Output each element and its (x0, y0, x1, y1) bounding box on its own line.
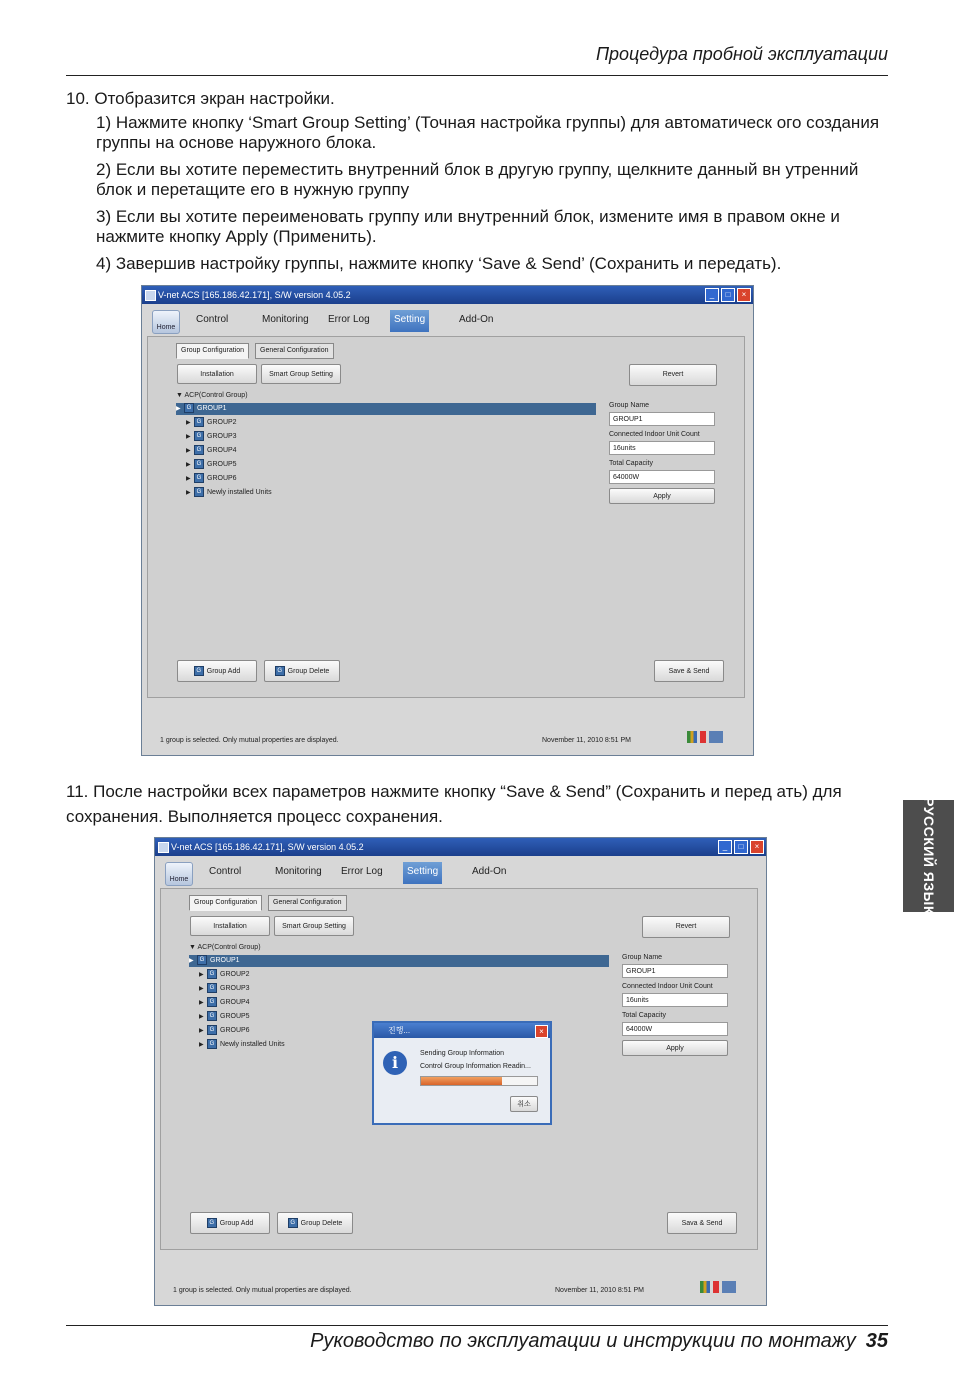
nav-setting[interactable]: Setting (403, 862, 442, 884)
main-nav (146, 308, 749, 334)
step-10-item-1: 1) Нажмите кнопку ‘Smart Group Setting’ (Точная настройка группы) для автоматическ ого создания группы на основе наружного блока. (96, 113, 880, 152)
app-icon (145, 290, 156, 301)
group-icon: G (194, 487, 204, 497)
dialog-line-1: Sending Group Information (420, 1050, 505, 1057)
status-text: 1 group is selected. Only mutual properties are displayed. (173, 1287, 352, 1294)
nav-error-log[interactable]: Error Log (341, 866, 383, 877)
minimize-icon[interactable]: _ (705, 288, 719, 302)
tree-item-group5[interactable]: ▶ G GROUP5 (199, 1013, 250, 1020)
dialog-line-2: Control Group Information Readin... (420, 1063, 531, 1070)
dialog-title: 진행... (388, 1026, 411, 1035)
page-header-title: Процедура пробной эксплуатации (595, 44, 888, 64)
group-icon: G (184, 403, 194, 413)
group-name-input[interactable]: GROUP1 (622, 964, 728, 978)
step-10-intro: 10. Отобразится экран настройки. (66, 89, 335, 108)
nav-error-log[interactable]: Error Log (328, 314, 370, 325)
group-icon: G (194, 459, 204, 469)
installation-button[interactable]: Installation (177, 364, 257, 384)
tree-item-group5[interactable]: ▶ G GROUP5 (186, 461, 237, 468)
group-add-button[interactable]: G Group Add (177, 660, 257, 682)
close-icon[interactable]: × (737, 288, 751, 302)
nav-setting[interactable]: Setting (390, 310, 429, 332)
close-icon[interactable]: × (750, 840, 764, 854)
tree-root[interactable]: ▼ ACP(Control Group) (189, 944, 261, 951)
group-icon: G (207, 1011, 217, 1021)
status-datetime: November 11, 2010 8:51 PM (542, 737, 631, 744)
tab-group-configuration[interactable]: Group Configuration (176, 343, 249, 359)
status-text: 1 group is selected. Only mutual properties are displayed. (160, 737, 339, 744)
tree-item-group2[interactable]: ▶ G GROUP2 (199, 971, 250, 978)
group-icon: G (194, 417, 204, 427)
progress-dialog (372, 1021, 552, 1125)
group-name-label: Group Name (622, 954, 663, 961)
home-button[interactable]: Home (152, 310, 180, 334)
network-icon (709, 731, 723, 743)
title-bar (142, 286, 753, 304)
language-label: РУССКИЙ ЯЗЫК (920, 797, 937, 915)
group-icon: G (207, 997, 217, 1007)
window-title: V-net ACS [165.186.42.171], S/W version 4.05.2 (171, 842, 364, 852)
group-icon: G (194, 431, 204, 441)
group-icon: G (207, 983, 217, 993)
group-icon: G (197, 955, 207, 965)
group-add-button[interactable]: G Group Add (190, 1212, 270, 1234)
revert-button[interactable]: Revert (629, 364, 717, 386)
tree-item-group6[interactable]: ▶ G GROUP6 (186, 475, 237, 482)
window-title: V-net ACS [165.186.42.171], S/W version 4.05.2 (158, 290, 351, 300)
step-10-item-4: 4) Завершив настройку группы, нажмите кнопку ‘Save & Send’ (Сохранить и передать). (96, 254, 782, 273)
group-delete-button[interactable]: G Group Delete (264, 660, 340, 682)
nav-add-on[interactable]: Add-On (459, 314, 494, 325)
apply-button[interactable]: Apply (609, 488, 715, 504)
tree-item-newly-installed[interactable]: ▶ G Newly installed Units (199, 1041, 285, 1048)
alert-icon (713, 1281, 719, 1293)
alert-icon (700, 731, 706, 743)
group-icon: G (207, 969, 217, 979)
revert-button[interactable]: Revert (642, 916, 730, 938)
page-footer (310, 1330, 888, 1353)
group-icon: G (194, 666, 204, 676)
cancel-button[interactable]: 취소 (510, 1096, 538, 1112)
tree-item-group1[interactable]: ▶ G GROUP1 (176, 403, 596, 415)
indoor-count-label: Connected Indoor Unit Count (609, 431, 700, 438)
language-side-tab (903, 797, 954, 915)
minimize-icon[interactable]: _ (718, 840, 732, 854)
tree-item-group1[interactable]: ▶ G GROUP1 (189, 955, 609, 967)
footer-rule (66, 1325, 888, 1326)
group-name-label: Group Name (609, 402, 650, 409)
group-icon: G (288, 1218, 298, 1228)
progress-bar-fill (421, 1077, 502, 1085)
nav-control[interactable]: Control (209, 866, 242, 877)
save-send-button[interactable]: Sava & Send (667, 1212, 737, 1234)
header-rule (66, 75, 888, 76)
group-icon: G (194, 445, 204, 455)
group-name-input[interactable]: GROUP1 (609, 412, 715, 426)
nav-monitoring[interactable]: Monitoring (275, 866, 322, 877)
capacity-field: 64000W (622, 1022, 728, 1036)
nav-control[interactable]: Control (196, 314, 229, 325)
tray-icons (687, 731, 723, 743)
tree-item-newly-installed[interactable]: ▶ G Newly installed Units (186, 489, 272, 496)
settings-panel (147, 336, 745, 698)
indoor-count-field: 16units (622, 993, 728, 1007)
group-icon: G (194, 473, 204, 483)
tab-group-configuration[interactable]: Group Configuration (189, 895, 262, 911)
bars-icon (700, 1281, 710, 1293)
smart-group-setting-button[interactable]: Smart Group Setting (274, 916, 354, 936)
smart-group-setting-button[interactable]: Smart Group Setting (261, 364, 341, 384)
home-button[interactable]: Home (165, 862, 193, 886)
group-icon: G (207, 1039, 217, 1049)
tree-item-group4[interactable]: ▶ G GROUP4 (186, 447, 237, 454)
step-10-item-2: 2) Если вы хотите переместить внутренний блок в другую группу, щелкните данный вн утренний блок и перетащите его в нужную группу (96, 160, 859, 199)
dialog-title-bar (374, 1023, 550, 1038)
app-window-2 (154, 837, 767, 1306)
nav-add-on[interactable]: Add-On (472, 866, 507, 877)
tab-general-configuration[interactable]: General Configuration (268, 895, 347, 911)
maximize-icon[interactable]: □ (721, 288, 735, 302)
page-number: 35 (865, 1330, 888, 1352)
title-bar (155, 838, 766, 856)
step-10-item-3: 3) Если вы хотите переименовать группу или внутренний блок, измените имя в правом окне и нажмите кнопку Apply (Применить). (96, 207, 840, 246)
tree-root[interactable]: ▼ ACP(Control Group) (176, 392, 248, 399)
indoor-count-field: 16units (609, 441, 715, 455)
dialog-close-icon[interactable]: × (535, 1025, 548, 1038)
capacity-field: 64000W (609, 470, 715, 484)
capacity-label: Total Capacity (609, 460, 653, 467)
tree-item-group6[interactable]: ▶ G GROUP6 (199, 1027, 250, 1034)
group-icon: G (275, 666, 285, 676)
footer-text: Руководство по эксплуатации и инструкции по монтажу (310, 1330, 856, 1352)
tray-icons (700, 1281, 736, 1293)
nav-monitoring[interactable]: Monitoring (262, 314, 309, 325)
indoor-count-label: Connected Indoor Unit Count (622, 983, 713, 990)
group-delete-button[interactable]: G Group Delete (277, 1212, 353, 1234)
apply-button[interactable]: Apply (622, 1040, 728, 1056)
status-datetime: November 11, 2010 8:51 PM (555, 1287, 644, 1294)
group-icon: G (207, 1025, 217, 1035)
tree-item-group4[interactable]: ▶ G GROUP4 (199, 999, 250, 1006)
tab-general-configuration[interactable]: General Configuration (255, 343, 334, 359)
progress-bar (420, 1076, 538, 1086)
capacity-label: Total Capacity (622, 1012, 666, 1019)
settings-panel (160, 888, 758, 1250)
info-icon: i (383, 1051, 407, 1075)
tree-item-group2[interactable]: ▶ G GROUP2 (186, 419, 237, 426)
group-icon: G (207, 1218, 217, 1228)
installation-button[interactable]: Installation (190, 916, 270, 936)
main-nav (159, 860, 762, 886)
tree-item-group3[interactable]: ▶ G GROUP3 (199, 985, 250, 992)
step-11-text: 11. После настройки всех параметров нажмите кнопку “Save & Send” (Сохранить и перед ать) для сохранения. Выполняется процесс сохранения. (66, 782, 842, 826)
app-window-1 (141, 285, 754, 756)
save-send-button[interactable]: Save & Send (654, 660, 724, 682)
tree-item-group3[interactable]: ▶ G GROUP3 (186, 433, 237, 440)
bars-icon (687, 731, 697, 743)
network-icon (722, 1281, 736, 1293)
maximize-icon[interactable]: □ (734, 840, 748, 854)
app-icon (158, 842, 169, 853)
